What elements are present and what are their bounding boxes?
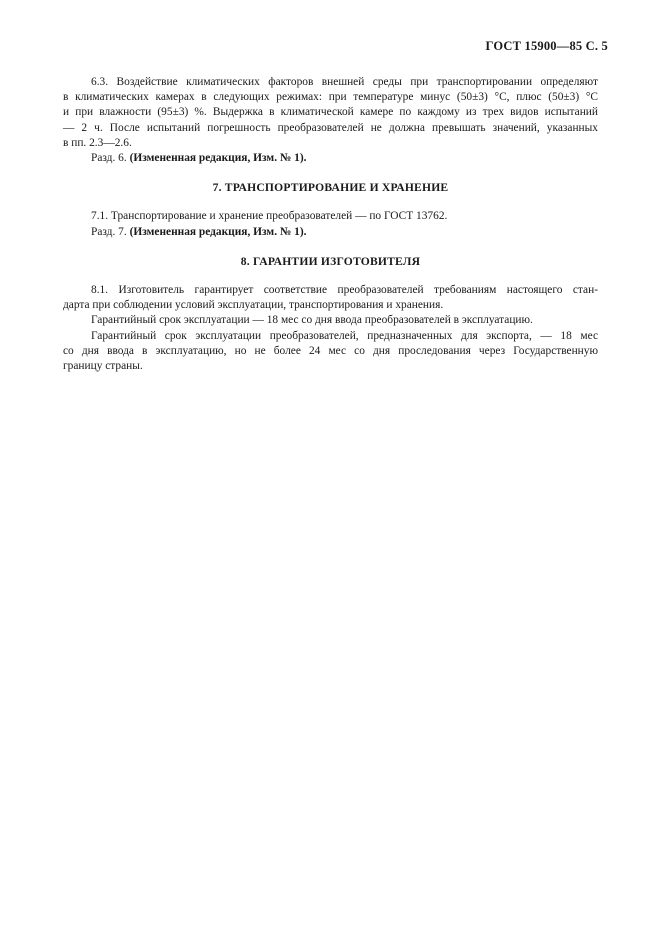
paragraph-7-1: 7.1. Транспортирование и хранение преобразователей — по ГОСТ 13762. xyxy=(91,210,448,223)
paragraph-6-3 xyxy=(63,75,598,151)
text-line: 8.1. Изготовитель гарантирует соответствие преобразователей требованиям настоящего стан- xyxy=(91,284,598,297)
text-line: Гарантийный срок эксплуатации преобразователей, предназначенных для экспорта, — 18 мес xyxy=(91,329,598,342)
page-header: ГОСТ 15900—85 С. 5 xyxy=(485,39,608,53)
text-line: — 2 ч. После испытаний погрешность преобразователей не должна превышать значений, указанных xyxy=(63,121,598,134)
text-line: дарта при соблюдении условий эксплуатации, транспортирования и хранения. xyxy=(63,299,444,312)
warranty-paragraph: Гарантийный срок эксплуатации — 18 мес со дня ввода преобразователей в эксплуатацию. xyxy=(91,314,533,327)
section-8-heading: 8. ГАРАНТИИ ИЗГОТОВИТЕЛЯ xyxy=(240,254,421,268)
document-body xyxy=(63,75,598,374)
section-6-amendment-note xyxy=(63,151,598,166)
text-line: 6.3. Воздействие климатических факторов внешней среды при транспортировании определяют xyxy=(91,76,598,88)
text-line: в климатических камерах в следующих режимах: при температуре минус (50±3) °С, плюс (50±3) °С xyxy=(63,91,598,104)
text-line: в пп. 2.3—2.6. xyxy=(63,136,132,149)
section-7-heading: 7. ТРАНСПОРТИРОВАНИЕ И ХРАНЕНИЕ xyxy=(212,181,449,195)
text-line: границу страны. xyxy=(63,360,143,373)
section-7-amendment-note xyxy=(63,225,598,240)
note-prefix: Разд. 7. xyxy=(91,225,127,238)
export-warranty-paragraph xyxy=(63,329,598,375)
note-prefix: Разд. 6. xyxy=(91,152,127,165)
text-line: со дня ввода в эксплуатацию, но не более 24 мес со дня проследования через Государственную xyxy=(63,344,598,357)
note-bold: (Измененная редакция, Изм. № 1). xyxy=(129,225,307,238)
paragraph-8-1 xyxy=(63,283,598,313)
text-line: и при влажности (95±3) %. Выдержка в климатической камере по каждому из трех видов испытаний xyxy=(63,106,598,119)
note-bold: (Измененная редакция, Изм. № 1). xyxy=(129,152,307,165)
